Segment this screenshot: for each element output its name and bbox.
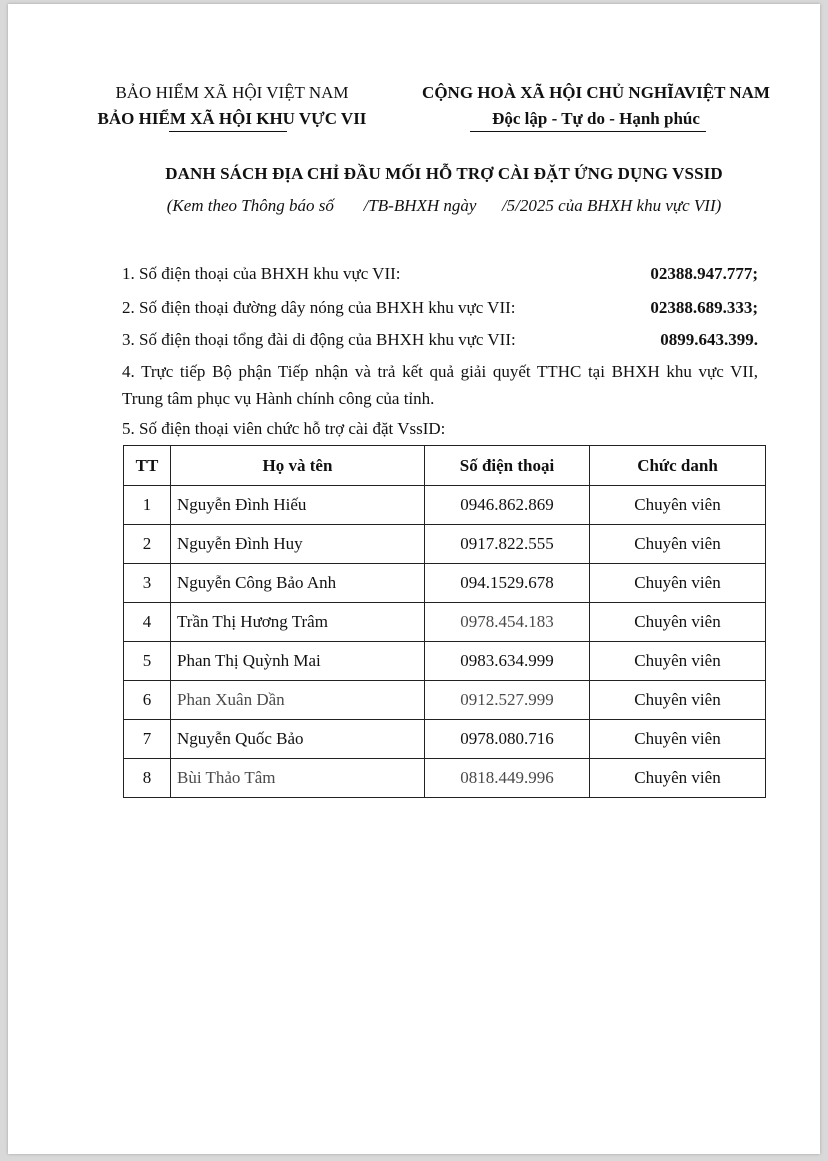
table-row bbox=[124, 564, 766, 603]
cell-phone: 0917.822.555 bbox=[425, 525, 590, 564]
cell-name: Bùi Thảo Tâm bbox=[171, 759, 425, 798]
cell-role: Chuyên viên bbox=[590, 681, 766, 720]
cell-name: Phan Thị Quỳnh Mai bbox=[171, 642, 425, 681]
cell-role: Chuyên viên bbox=[590, 720, 766, 759]
contact-item-value: 0899.643.399. bbox=[660, 330, 758, 349]
cell-role: Chuyên viên bbox=[590, 525, 766, 564]
column-header-tt: TT bbox=[124, 446, 171, 486]
cell-tt: 2 bbox=[124, 525, 171, 564]
table-row bbox=[124, 720, 766, 759]
contact-item-2 bbox=[122, 298, 758, 318]
contact-item-3 bbox=[122, 330, 758, 350]
table-row bbox=[124, 642, 766, 681]
table-row bbox=[124, 525, 766, 564]
cell-name: Phan Xuân Dần bbox=[171, 681, 425, 720]
cell-name: Nguyễn Đình Hiếu bbox=[171, 486, 425, 525]
cell-tt: 4 bbox=[124, 603, 171, 642]
contact-item-label: 5. Số điện thoại viên chức hỗ trợ cài đặt VssID: bbox=[122, 419, 446, 438]
cell-tt: 3 bbox=[124, 564, 171, 603]
cell-name: Nguyễn Đình Huy bbox=[171, 525, 425, 564]
cell-tt: 5 bbox=[124, 642, 171, 681]
contact-item-5 bbox=[122, 419, 758, 439]
cell-phone: 0983.634.999 bbox=[425, 642, 590, 681]
contact-item-label: 1. Số điện thoại của BHXH khu vực VII: bbox=[122, 264, 401, 283]
agency-underline bbox=[169, 131, 287, 132]
cell-role: Chuyên viên bbox=[590, 759, 766, 798]
cell-phone: 0978.454.183 bbox=[425, 603, 590, 642]
national-header bbox=[396, 80, 796, 132]
table-row bbox=[124, 486, 766, 525]
cell-role: Chuyên viên bbox=[590, 603, 766, 642]
agency-header bbox=[82, 80, 382, 132]
cell-tt: 1 bbox=[124, 486, 171, 525]
cell-tt: 7 bbox=[124, 720, 171, 759]
column-header-phone: Số điện thoại bbox=[425, 446, 590, 486]
contact-item-1 bbox=[122, 264, 758, 284]
table-row bbox=[124, 603, 766, 642]
cell-tt: 6 bbox=[124, 681, 171, 720]
cell-phone: 0978.080.716 bbox=[425, 720, 590, 759]
contact-item-label: 3. Số điện thoại tổng đài di động của BHXH khu vực VII: bbox=[122, 330, 516, 349]
agency-branch: BẢO HIỂM XÃ HỘI KHU VỰC VII bbox=[97, 109, 367, 128]
cell-tt: 8 bbox=[124, 759, 171, 798]
cell-phone: 0912.527.999 bbox=[425, 681, 590, 720]
contact-item-4: 4. Trực tiếp Bộ phận Tiếp nhận và trả kết quả giải quyết TTHC tại BHXH khu vực VII, Trung tâm phục vụ Hành chính công của tỉnh. bbox=[122, 362, 758, 408]
cell-phone: 094.1529.678 bbox=[425, 564, 590, 603]
cell-role: Chuyên viên bbox=[590, 486, 766, 525]
contact-item-label: 2. Số điện thoại đường dây nóng của BHXH khu vực VII: bbox=[122, 298, 516, 317]
table-row bbox=[124, 759, 766, 798]
document-title: DANH SÁCH ĐỊA CHỈ ĐẦU MỐI HỖ TRỢ CÀI ĐẶT ỨNG DỤNG VSSID bbox=[165, 164, 723, 183]
column-header-name: Họ và tên bbox=[171, 446, 425, 486]
document-page bbox=[8, 4, 820, 1154]
national-motto: Độc lập - Tự do - Hạnh phúc bbox=[492, 109, 700, 128]
staff-table bbox=[123, 445, 766, 798]
cell-phone: 0818.449.996 bbox=[425, 759, 590, 798]
document-subtitle-text: (Kem theo Thông báo số /TB-BHXH ngày /5/2025 của BHXH khu vực VII) bbox=[166, 196, 722, 215]
national-title: CỘNG HOÀ XÃ HỘI CHỦ NGHĨAVIỆT NAM bbox=[422, 83, 770, 102]
document-subtitle bbox=[8, 196, 828, 216]
cell-name: Nguyễn Quốc Bảo bbox=[171, 720, 425, 759]
column-header-role: Chức danh bbox=[590, 446, 766, 486]
contact-item-value: 02388.689.333; bbox=[650, 298, 758, 317]
cell-name: Nguyễn Công Bảo Anh bbox=[171, 564, 425, 603]
motto-underline bbox=[470, 131, 706, 132]
cell-phone: 0946.862.869 bbox=[425, 486, 590, 525]
agency-name: BẢO HIỂM XÃ HỘI VIỆT NAM bbox=[115, 83, 349, 102]
cell-role: Chuyên viên bbox=[590, 642, 766, 681]
contact-item-value: 02388.947.777; bbox=[650, 264, 758, 283]
table-row bbox=[124, 681, 766, 720]
cell-name: Trần Thị Hương Trâm bbox=[171, 603, 425, 642]
table-header-row bbox=[124, 446, 766, 486]
cell-role: Chuyên viên bbox=[590, 564, 766, 603]
